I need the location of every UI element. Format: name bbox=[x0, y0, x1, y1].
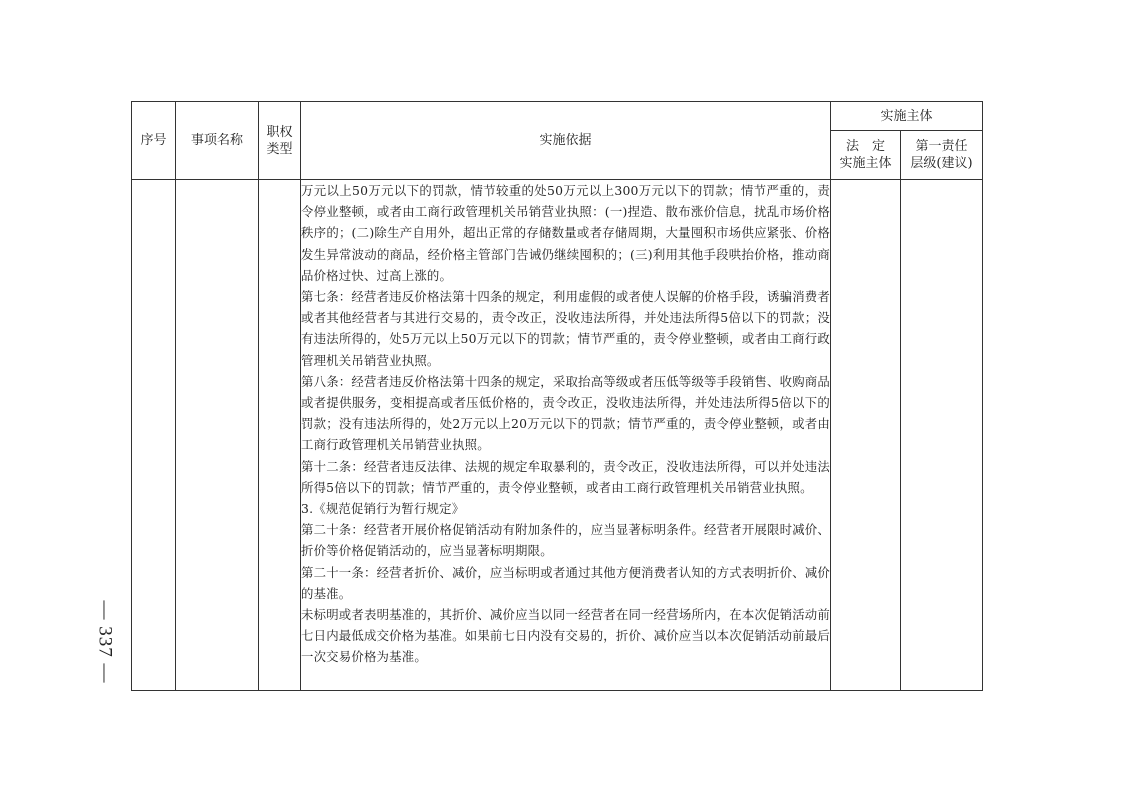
header-authority-type: 职权 类型 bbox=[259, 102, 301, 180]
header-seq: 序号 bbox=[132, 102, 176, 180]
cell-legal-subject bbox=[831, 180, 901, 691]
cell-seq bbox=[132, 180, 176, 691]
page-number-text: — 337 — bbox=[94, 600, 115, 684]
implementation-table bbox=[131, 101, 983, 691]
cell-basis bbox=[301, 180, 831, 691]
page-number bbox=[92, 590, 116, 694]
header-basis: 实施依据 bbox=[301, 102, 831, 180]
header-first-responsible: 第一责任 层级(建议) bbox=[901, 131, 983, 180]
header-item-name: 事项名称 bbox=[176, 102, 259, 180]
cell-first-responsible bbox=[901, 180, 983, 691]
header-subject: 实施主体 bbox=[831, 102, 983, 131]
basis-text: 万元以上50万元以下的罚款，情节较重的处50万元以上300万元以下的罚款；情节严重的，责令停业整顿，或者由工商行政管理机关吊销营业执照：(一)捏造、散布涨价信息，扰乱市场价格秩序的；(二)除生产自用外，超出正常的存储数量或者存储周期，大量囤积市场供应紧张、价格发生异常波动的商品，经价格主管部门告诫仍继续囤积的；(三)利用其他手段哄抬价格，推动商品价格过快、过高上涨的。 第七条：经营者违反价格法第十四条的规定，利用虚假的或者使人误解的价格手段，诱骗消费者或者其他经营者与其进行交易的，责令改正，没收违法所得，并处违法所得5倍以下的罚款；没有违法所得的，处5万元以上50万元以下的罚款；情节严重的，责令停业整顿，或者由工商行政管理机关吊销营业执照。 第八条：经营者违反价格法第十四条的规定，采取抬高等级或者压低等级等手段销售、收购商品或者提供服务，变相提高或者压低价格的，责令改正，没收违法所得，并处违法所得5倍以下的罚款；没有违法所得的，处2万元以上20万元以下的罚款；情节严重的，责令停业整顿，或者由工商行政管理机关吊销营业执照。 第十二条：经营者违反法律、法规的规定牟取暴利的，责令改正，没收违法所得，可以并处违法所得5倍以下的罚款；情节严重的，责令停业整顿，或者由工商行政管理机关吊销营业执照。 3.《规范促销行为暂行规定》 第二十条：经营者开展价格促销活动有附加条件的，应当显著标明条件。经营者开展限时减价、折价等价格促销活动的，应当显著标明期限。 第二十一条：经营者折价、减价，应当标明或者通过其他方便消费者认知的方式表明折价、减价的基准。 未标明或者表明基准的，其折价、减价应当以同一经营者在同一经营场所内，在本次促销活动前七日内最低成交价格为基准。如果前七日内没有交易的，折价、减价应当以本次促销活动前最后一次交易价格为基准。 bbox=[301, 183, 830, 665]
cell-item-name bbox=[176, 180, 259, 691]
header-legal-subject: 法 定 实施主体 bbox=[831, 131, 901, 180]
cell-authority-type bbox=[259, 180, 301, 691]
table-row bbox=[132, 180, 983, 691]
